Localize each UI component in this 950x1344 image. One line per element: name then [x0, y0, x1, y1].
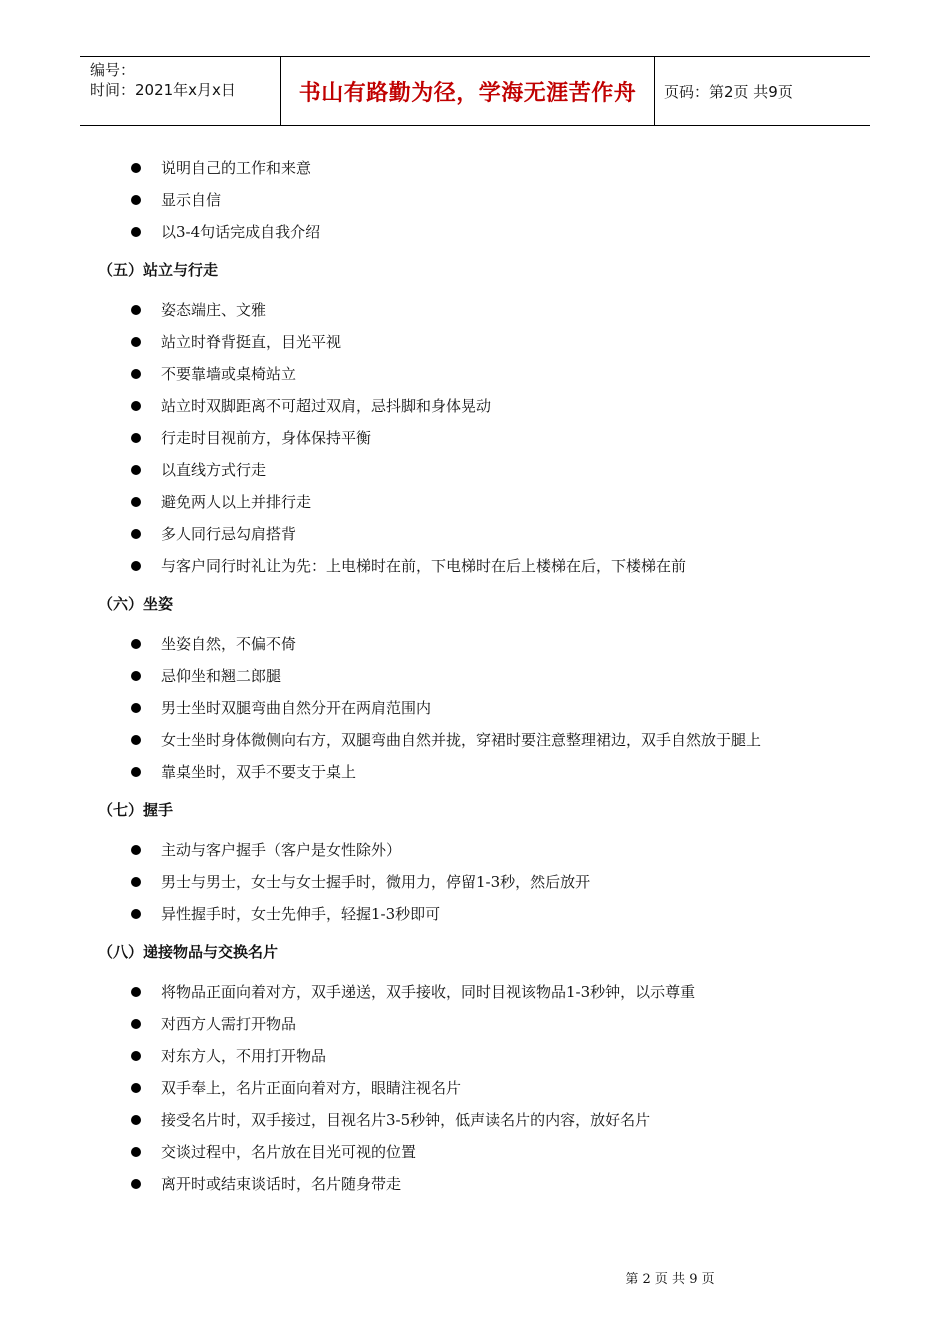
section-bullet-list — [98, 628, 858, 788]
bullet-text: 以直线方式行走 — [161, 461, 267, 479]
bullet-text: 离开时或结束谈话时，名片随身带走 — [161, 1175, 402, 1193]
bullet-text: 姿态端庄、文雅 — [161, 301, 267, 319]
bullet-item — [98, 898, 858, 930]
header-motto: 书山有路勤为径，学海无涯苦作舟 — [298, 80, 637, 106]
bullet-item — [98, 326, 858, 358]
bullet-item — [98, 1104, 858, 1136]
bullet-item — [98, 692, 858, 724]
header-divider — [654, 57, 655, 125]
bullet-dot-icon — [131, 1019, 141, 1029]
bullet-text: 对西方人需打开物品 — [161, 1015, 297, 1033]
section-bullet-list — [98, 834, 858, 930]
bullet-text: 交谈过程中，名片放在目光可视的位置 — [161, 1143, 417, 1161]
bullet-dot-icon — [131, 987, 141, 997]
bullet-text: 男士与男士，女士与女士握手时，微用力，停留1-3秒，然后放开 — [161, 873, 591, 891]
bullet-dot-icon — [131, 845, 141, 855]
document-number-label: 编号： — [90, 61, 136, 79]
bullet-item — [98, 724, 858, 756]
bullet-item — [98, 1168, 858, 1200]
bullet-item — [98, 1072, 858, 1104]
bullet-text: 靠桌坐时，双手不要支于桌上 — [161, 763, 357, 781]
bullet-item — [98, 454, 858, 486]
page-footer — [0, 1268, 950, 1287]
bullet-dot-icon — [131, 909, 141, 919]
sections-container — [98, 254, 858, 1200]
bullet-dot-icon — [131, 1051, 141, 1061]
bullet-text: 男士坐时双腿弯曲自然分开在两肩范围内 — [161, 699, 432, 717]
bullet-dot-icon — [131, 671, 141, 681]
bullet-dot-icon — [131, 1083, 141, 1093]
bullet-text: 站立时双脚距离不可超过双肩，忌抖脚和身体晃动 — [161, 397, 492, 415]
bullet-text: 站立时脊背挺直，目光平视 — [161, 333, 342, 351]
bullet-item — [98, 1008, 858, 1040]
bullet-dot-icon — [131, 227, 141, 237]
bullet-dot-icon — [131, 195, 141, 205]
bullet-item — [98, 628, 858, 660]
section-title: （五）站立与行走 — [98, 261, 219, 279]
document-date-label: 时间：2021年x月x日 — [90, 81, 236, 99]
bullet-text: 显示自信 — [161, 191, 222, 209]
bullet-text: 双手奉上，名片正面向着对方，眼睛注视名片 — [161, 1079, 462, 1097]
section-title: （八）递接物品与交换名片 — [98, 943, 279, 961]
section-title: （六）坐姿 — [98, 595, 174, 613]
bullet-item — [98, 976, 858, 1008]
bullet-item — [98, 486, 858, 518]
bullet-dot-icon — [131, 369, 141, 379]
bullet-text: 对东方人，不用打开物品 — [161, 1047, 327, 1065]
intro-bullet-list — [98, 152, 858, 248]
bullet-dot-icon — [131, 529, 141, 539]
header-page-number: 页码：第2页 共9页 — [664, 82, 793, 101]
bullet-dot-icon — [131, 163, 141, 173]
bullet-dot-icon — [131, 703, 141, 713]
bullet-item — [98, 216, 858, 248]
bullet-dot-icon — [131, 401, 141, 411]
bullet-item — [98, 1040, 858, 1072]
bullet-dot-icon — [131, 305, 141, 315]
bullet-item — [98, 358, 858, 390]
bullet-dot-icon — [131, 1147, 141, 1157]
bullet-item — [98, 834, 858, 866]
bullet-text: 多人同行忌勾肩搭背 — [161, 525, 297, 543]
bullet-item — [98, 152, 858, 184]
bullet-item — [98, 660, 858, 692]
bullet-dot-icon — [131, 433, 141, 443]
bullet-text: 行走时目视前方，身体保持平衡 — [161, 429, 372, 447]
bullet-dot-icon — [131, 1179, 141, 1189]
bullet-dot-icon — [131, 735, 141, 745]
bullet-text: 异性握手时，女士先伸手，轻握1-3秒即可 — [161, 905, 441, 923]
bullet-dot-icon — [131, 561, 141, 571]
bullet-text: 忌仰坐和翘二郎腿 — [161, 667, 282, 685]
bullet-dot-icon — [131, 1115, 141, 1125]
bullet-dot-icon — [131, 497, 141, 507]
section-bullet-list — [98, 976, 858, 1200]
header-meta — [90, 60, 280, 100]
bullet-text: 接受名片时，双手接过，目视名片3-5秒钟，低声读名片的内容，放好名片 — [161, 1111, 651, 1129]
footer-page-number: 第 2 页 共 9 页 — [625, 1272, 715, 1287]
bullet-text: 不要靠墙或桌椅站立 — [161, 365, 297, 383]
bullet-item — [98, 422, 858, 454]
bullet-text: 坐姿自然，不偏不倚 — [161, 635, 297, 653]
bullet-item — [98, 518, 858, 550]
document-body — [98, 152, 858, 1200]
bullet-item — [98, 550, 858, 582]
bullet-text: 将物品正面向着对方，双手递送，双手接收，同时目视该物品1-3秒钟，以示尊重 — [161, 983, 696, 1001]
bullet-text: 以3-4句话完成自我介绍 — [161, 223, 321, 241]
bullet-dot-icon — [131, 877, 141, 887]
bullet-text: 主动与客户握手（客户是女性除外） — [161, 841, 402, 859]
bullet-item — [98, 866, 858, 898]
bullet-item — [98, 184, 858, 216]
bullet-dot-icon — [131, 767, 141, 777]
bullet-text: 与客户同行时礼让为先：上电梯时在前，下电梯时在后上楼梯在后，下楼梯在前 — [161, 557, 687, 575]
bullet-item — [98, 756, 858, 788]
bullet-text: 说明自己的工作和来意 — [161, 159, 312, 177]
bullet-text: 避免两人以上并排行走 — [161, 493, 312, 511]
bullet-item — [98, 1136, 858, 1168]
bullet-dot-icon — [131, 337, 141, 347]
bullet-text: 女士坐时身体微侧向右方，双腿弯曲自然并拢，穿裙时要注意整理裙边，双手自然放于腿上 — [161, 731, 762, 749]
section-title: （七）握手 — [98, 801, 174, 819]
section-bullet-list — [98, 294, 858, 582]
bullet-dot-icon — [131, 639, 141, 649]
bullet-item — [98, 294, 858, 326]
bullet-item — [98, 390, 858, 422]
page-header — [80, 56, 870, 126]
bullet-dot-icon — [131, 465, 141, 475]
